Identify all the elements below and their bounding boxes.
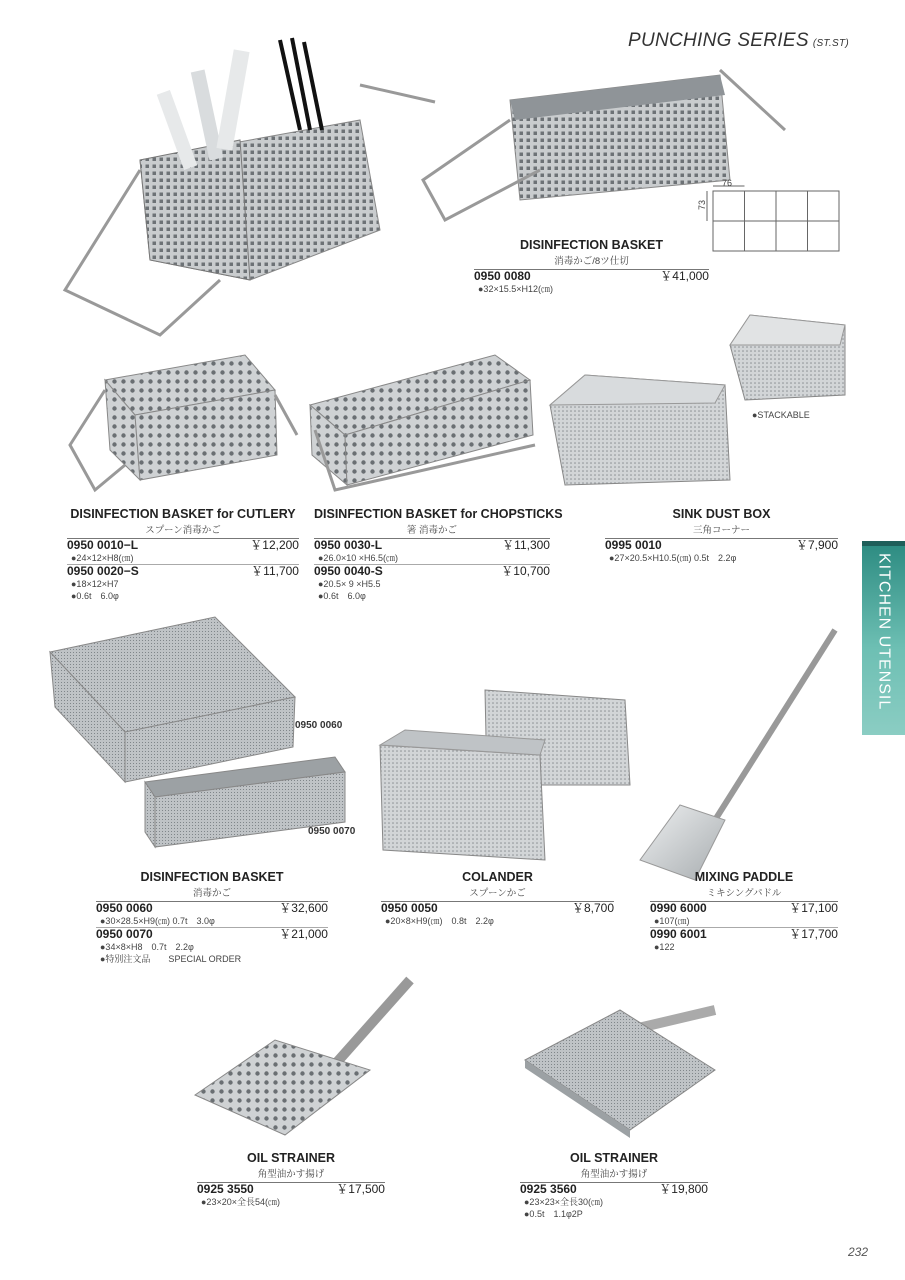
product-line — [314, 539, 550, 552]
product-price: ￥11,300 — [502, 538, 550, 552]
cutlery-basket-image — [65, 350, 305, 500]
product-subtitle: 消毒かご — [192, 888, 231, 899]
basket-0060-label: 0950 0060 — [295, 720, 343, 731]
product-subtitle: ミキシングパドル — [706, 888, 782, 899]
product-spec: ●26.0×10 ×H6.5(㎝) — [318, 553, 398, 563]
product-title: DISINFECTION BASKET — [140, 870, 284, 884]
product-sink-dust-box — [605, 507, 838, 564]
product-spec: ●18×12×H7 — [71, 579, 119, 589]
product-chopsticks-basket — [314, 507, 563, 602]
basket-8-large-image — [60, 30, 440, 350]
product-oil-strainer-a — [197, 1151, 385, 1208]
product-subtitle: 消毒かご/8ツ仕切 — [554, 256, 629, 267]
product-line — [197, 1183, 385, 1196]
product-price: ￥11,700 — [251, 564, 299, 578]
page-number: 232 — [848, 1245, 869, 1259]
product-title: DISINFECTION BASKET for CHOPSTICKS — [314, 507, 563, 521]
product-price: ￥21,000 — [279, 927, 328, 941]
series-name: PUNCHING SERIES — [628, 30, 809, 51]
basket-0070-label: 0950 0070 — [308, 826, 356, 837]
colander-image — [375, 685, 640, 860]
product-spec: ●0.5t 1.1φ2P — [524, 1209, 583, 1219]
product-code: 0995 0010 — [605, 538, 662, 552]
product-spec: ●32×15.5×H12(㎝) — [478, 284, 553, 294]
product-code: 0950 0040-S — [314, 564, 383, 578]
product-line — [650, 902, 838, 915]
product-spec: ●24×12×H8(㎝) — [71, 553, 134, 563]
chopsticks-basket-image — [305, 350, 550, 500]
product-spec: ●0.6t 6.0φ — [71, 591, 119, 601]
product-title: SINK DUST BOX — [672, 507, 771, 521]
product-spec: ●107(㎝) — [654, 916, 690, 926]
product-mixing-paddle — [650, 870, 838, 953]
product-price: ￥10,700 — [501, 564, 550, 578]
product-spec: ●30×28.5×H9(㎝) 0.7t 3.0φ — [100, 916, 215, 926]
series-material: (ST.ST) — [812, 38, 849, 49]
product-code: 0950 0050 — [381, 901, 438, 915]
product-spec: ●23×23×全長30(㎝) — [524, 1197, 603, 1207]
product-title: DISINFECTION BASKET for CUTLERY — [70, 507, 296, 521]
grid-height-label: 73 — [697, 200, 707, 211]
product-price: ￥32,600 — [279, 901, 328, 915]
product-code: 0990 6000 — [650, 901, 707, 915]
category-tab-bar — [862, 541, 905, 546]
product-title: COLANDER — [462, 870, 533, 884]
product-code: 0950 0060 — [96, 901, 153, 915]
sink-dust-box-image — [545, 305, 855, 505]
product-line — [520, 1183, 708, 1196]
product-code: 0950 0070 — [96, 927, 153, 941]
product-cutlery-basket — [67, 507, 299, 602]
oil-strainer-a-image — [190, 970, 425, 1145]
product-oil-strainer-b — [520, 1151, 708, 1220]
product-title: OIL STRAINER — [247, 1151, 335, 1165]
product-line — [474, 270, 709, 283]
product-spec: ●0.6t 6.0φ — [318, 591, 366, 601]
product-subtitle: 角型油かす揚げ — [257, 1169, 325, 1180]
product-price: ￥19,800 — [659, 1182, 708, 1196]
product-spec: ●特別注文品 SPECIAL ORDER — [100, 954, 242, 964]
product-line — [67, 539, 299, 552]
product-price: ￥17,100 — [789, 901, 838, 915]
product-spec: ●20×8×H9(㎝) 0.8t 2.2φ — [385, 916, 494, 926]
product-subtitle: 三角コーナー — [692, 525, 750, 536]
product-line — [381, 902, 614, 915]
product-colander — [381, 870, 614, 927]
category-tab-label: KITCHEN UTENSIL — [875, 553, 893, 711]
product-code: 0950 0030-L — [314, 538, 383, 552]
product-title: OIL STRAINER — [570, 1151, 658, 1165]
grid-width-label: 76 — [722, 178, 733, 188]
product-title: DISINFECTION BASKET — [519, 238, 664, 252]
product-code: 0925 3560 — [520, 1182, 577, 1196]
product-line — [67, 565, 299, 578]
product-line — [605, 539, 838, 552]
mixing-paddle-image — [635, 625, 845, 885]
product-spec: ●34×8×H8 0.7t 2.2φ — [100, 942, 194, 952]
stackable-note: ●STACKABLE — [752, 410, 810, 420]
series-title — [628, 30, 849, 52]
product-line — [650, 928, 838, 941]
product-subtitle: スプーンかご — [469, 888, 526, 899]
product-price: ￥8,700 — [571, 901, 614, 915]
product-price: ￥7,900 — [795, 538, 838, 552]
product-price: ￥12,200 — [250, 538, 299, 552]
product-price: ￥17,700 — [789, 927, 838, 941]
product-disinfection-basket-8 — [474, 238, 709, 295]
product-line — [96, 928, 328, 941]
product-subtitle: スプーン消毒かご — [145, 525, 221, 536]
compartment-grid-diagram — [695, 175, 845, 255]
product-code: 0950 0020−S — [67, 564, 139, 578]
product-spec: ●23×20×全長54(㎝) — [201, 1197, 280, 1207]
product-line — [96, 902, 328, 915]
category-tab — [862, 541, 905, 735]
product-spec: ●122 — [654, 942, 675, 952]
product-code: 0990 6001 — [650, 927, 707, 941]
product-spec: ●27×20.5×H10.5(㎝) 0.5t 2.2φ — [609, 553, 737, 563]
product-subtitle: 角型油かす揚げ — [580, 1169, 648, 1180]
product-code: 0950 0010−L — [67, 538, 139, 552]
product-spec: ●20.5× 9 ×H5.5 — [318, 579, 381, 589]
product-subtitle: 箸 消毒かご — [406, 525, 458, 536]
product-code: 0950 0080 — [474, 269, 531, 283]
disinfection-basket-long-image — [140, 752, 350, 852]
product-price: ￥41,000 — [660, 269, 709, 283]
product-price: ￥17,500 — [336, 1182, 385, 1196]
product-line — [314, 565, 550, 578]
oil-strainer-b-image — [520, 1000, 720, 1140]
product-code: 0925 3550 — [197, 1182, 254, 1196]
product-disinfection-basket — [96, 870, 328, 965]
product-title: MIXING PADDLE — [694, 870, 794, 884]
